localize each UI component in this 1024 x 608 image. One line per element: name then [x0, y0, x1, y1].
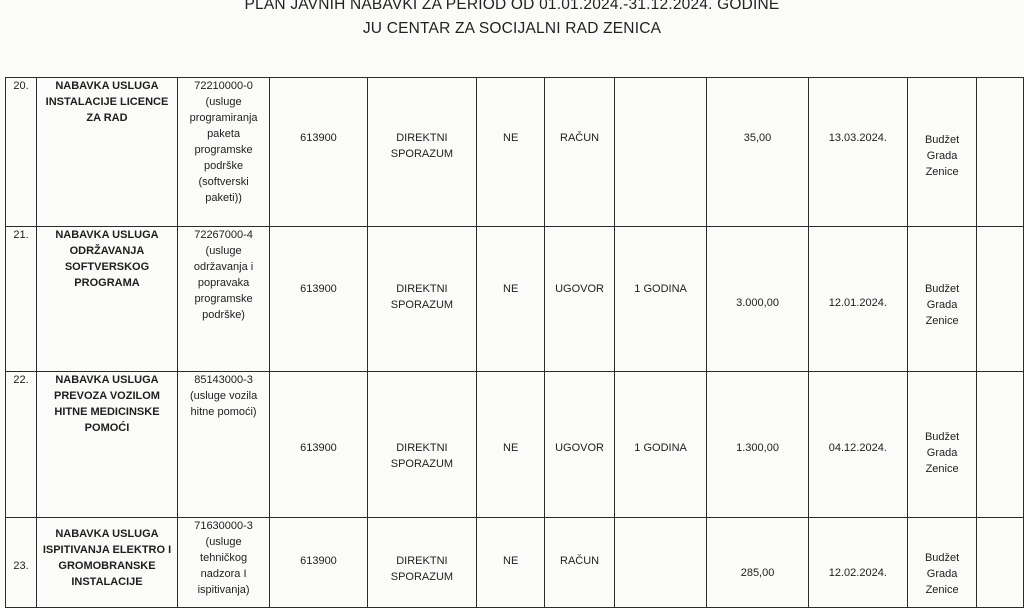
- cpv-code: [177, 227, 269, 372]
- konto-code: 613900: [270, 78, 367, 227]
- cpv-code-line: hitne pomoći): [190, 406, 257, 418]
- row-number: 23.: [6, 518, 37, 608]
- procurement-subject-line: ZA RAD: [86, 112, 128, 124]
- cpv-code-line: podrške: [204, 160, 244, 172]
- cpv-code-line: 71630000-3: [194, 520, 253, 532]
- funding-source-line: Grada: [926, 568, 958, 580]
- procedure-type: [367, 78, 477, 227]
- contract-duration: [614, 518, 706, 608]
- funding-source: [907, 78, 977, 227]
- row-number: 21.: [6, 227, 37, 372]
- empty-cell: [977, 227, 1024, 372]
- contract-duration: [614, 78, 706, 227]
- empty-cell: [977, 518, 1024, 608]
- funding-source-line: Budžet: [924, 552, 960, 564]
- cpv-code: [177, 78, 269, 227]
- procurement-subject: [37, 78, 178, 227]
- page-title-line2: JU CENTAR ZA SOCIJALNI RAD ZENICA: [362, 20, 662, 37]
- contract-type: RAČUN: [545, 518, 615, 608]
- procurement-subject: [37, 227, 178, 372]
- contract-type: RAČUN: [545, 78, 615, 227]
- table-row: [6, 518, 1024, 608]
- procedure-type: [367, 518, 477, 608]
- estimated-amount: 35,00: [707, 78, 809, 227]
- cpv-code-line: (usluge vozila: [189, 390, 258, 402]
- procurement-subject-line: NABAVKA USLUGA: [55, 229, 159, 241]
- procurement-subject-line: PROGRAMA: [74, 277, 140, 289]
- procurement-subject-line: SOFTVERSKOG: [64, 261, 150, 273]
- cpv-code-line: 85143000-3: [194, 374, 253, 386]
- procurement-subject-line: POMOĆI: [84, 422, 130, 434]
- start-date: 04.12.2024.: [808, 372, 907, 518]
- funding-source-line: Budžet: [924, 431, 960, 443]
- cpv-code-line: programske: [194, 293, 253, 305]
- procedure-type: [367, 372, 477, 518]
- procurement-subject-line: NABAVKA USLUGA: [55, 374, 159, 386]
- cpv-code-line: paketi)): [205, 192, 242, 204]
- procedure-type-line: SPORAZUM: [390, 148, 454, 160]
- procurement-subject: [37, 372, 178, 518]
- funding-source-line: Budžet: [924, 134, 960, 146]
- konto-code: 613900: [270, 227, 367, 372]
- konto-code: 613900: [270, 372, 367, 518]
- cpv-code: [177, 518, 269, 608]
- procedure-type-line: DIREKTNI: [396, 442, 448, 454]
- cpv-code-line: (usluge: [205, 245, 242, 257]
- procurement-subject-line: ODRŽAVANJA: [69, 245, 145, 257]
- start-date: 12.01.2024.: [808, 227, 907, 372]
- procurement-subject-line: GROMOBRANSKE: [58, 560, 156, 572]
- estimated-amount: 1.300,00: [707, 372, 809, 518]
- lots-flag: NE: [477, 372, 545, 518]
- funding-source: [907, 372, 977, 518]
- procedure-type: [367, 227, 477, 372]
- procedure-type-line: DIREKTNI: [396, 132, 448, 144]
- funding-source-line: Zenice: [925, 463, 959, 475]
- cpv-code-line: nadzora I: [200, 568, 247, 580]
- procurement-subject-line: INSTALACIJE LICENCE: [45, 96, 169, 108]
- cpv-code-line: (usluge: [205, 96, 242, 108]
- procurement-subject-line: NABAVKA USLUGA: [55, 528, 159, 540]
- procurement-plan-table: [5, 77, 1024, 608]
- table-row: [6, 372, 1024, 518]
- cpv-code-line: održavanja i: [193, 261, 254, 273]
- funding-source-line: Grada: [926, 150, 958, 162]
- cpv-code-line: paketa: [207, 128, 241, 140]
- konto-code: 613900: [270, 518, 367, 608]
- procurement-subject-line: HITNE MEDICINSKE: [54, 406, 160, 418]
- row-number: 22.: [6, 372, 37, 518]
- contract-duration: 1 GODINA: [614, 372, 706, 518]
- funding-source: [907, 518, 977, 608]
- funding-source-line: Zenice: [925, 166, 959, 178]
- page-title-line1: PLAN JAVNIH NABAVKI ZA PERIOD OD 01.01.2024.-31.12.2024. GODINE: [244, 0, 780, 13]
- procedure-type-line: DIREKTNI: [396, 283, 448, 295]
- procurement-subject-line: PREVOZA VOZILOM: [54, 390, 160, 402]
- contract-type: UGOVOR: [545, 227, 615, 372]
- procurement-subject: [37, 518, 178, 608]
- table-row: [6, 78, 1024, 227]
- cpv-code-line: programiranja: [189, 112, 258, 124]
- cpv-code-line: tehničkog: [200, 552, 248, 564]
- start-date: 12.02.2024.: [808, 518, 907, 608]
- cpv-code-line: (usluge: [205, 536, 242, 548]
- funding-source-line: Zenice: [925, 584, 959, 596]
- start-date: 13.03.2024.: [808, 78, 907, 227]
- cpv-code-line: popravaka: [197, 277, 250, 289]
- cpv-code-line: 72267000-4: [194, 229, 253, 241]
- funding-source-line: Grada: [926, 299, 958, 311]
- procedure-type-line: SPORAZUM: [390, 571, 454, 583]
- empty-cell: [977, 78, 1024, 227]
- lots-flag: NE: [477, 227, 545, 372]
- row-number: 20.: [6, 78, 37, 227]
- procurement-subject-line: NABAVKA USLUGA: [55, 80, 159, 92]
- funding-source-line: Budžet: [924, 283, 960, 295]
- procedure-type-line: DIREKTNI: [396, 555, 448, 567]
- funding-source-line: Zenice: [925, 315, 959, 327]
- cpv-code-line: (softverski: [198, 176, 249, 188]
- funding-source: [907, 227, 977, 372]
- procurement-subject-line: ISPITIVANJA ELEKTRO I: [42, 544, 172, 556]
- contract-duration: 1 GODINA: [614, 227, 706, 372]
- cpv-code-line: podrške): [202, 309, 245, 321]
- cpv-code-line: ispitivanja): [197, 584, 250, 596]
- procurement-subject-line: INSTALACIJE: [71, 576, 143, 588]
- cpv-code: [177, 372, 269, 518]
- cpv-code-line: 72210000-0: [194, 80, 253, 92]
- procedure-type-line: SPORAZUM: [390, 458, 454, 470]
- estimated-amount: 285,00: [707, 518, 809, 608]
- procedure-type-line: SPORAZUM: [390, 299, 454, 311]
- contract-type: UGOVOR: [545, 372, 615, 518]
- estimated-amount: 3.000,00: [707, 227, 809, 372]
- lots-flag: NE: [477, 518, 545, 608]
- lots-flag: NE: [477, 78, 545, 227]
- cpv-code-line: programske: [194, 144, 253, 156]
- empty-cell: [977, 372, 1024, 518]
- table-row: [6, 227, 1024, 372]
- funding-source-line: Grada: [926, 447, 958, 459]
